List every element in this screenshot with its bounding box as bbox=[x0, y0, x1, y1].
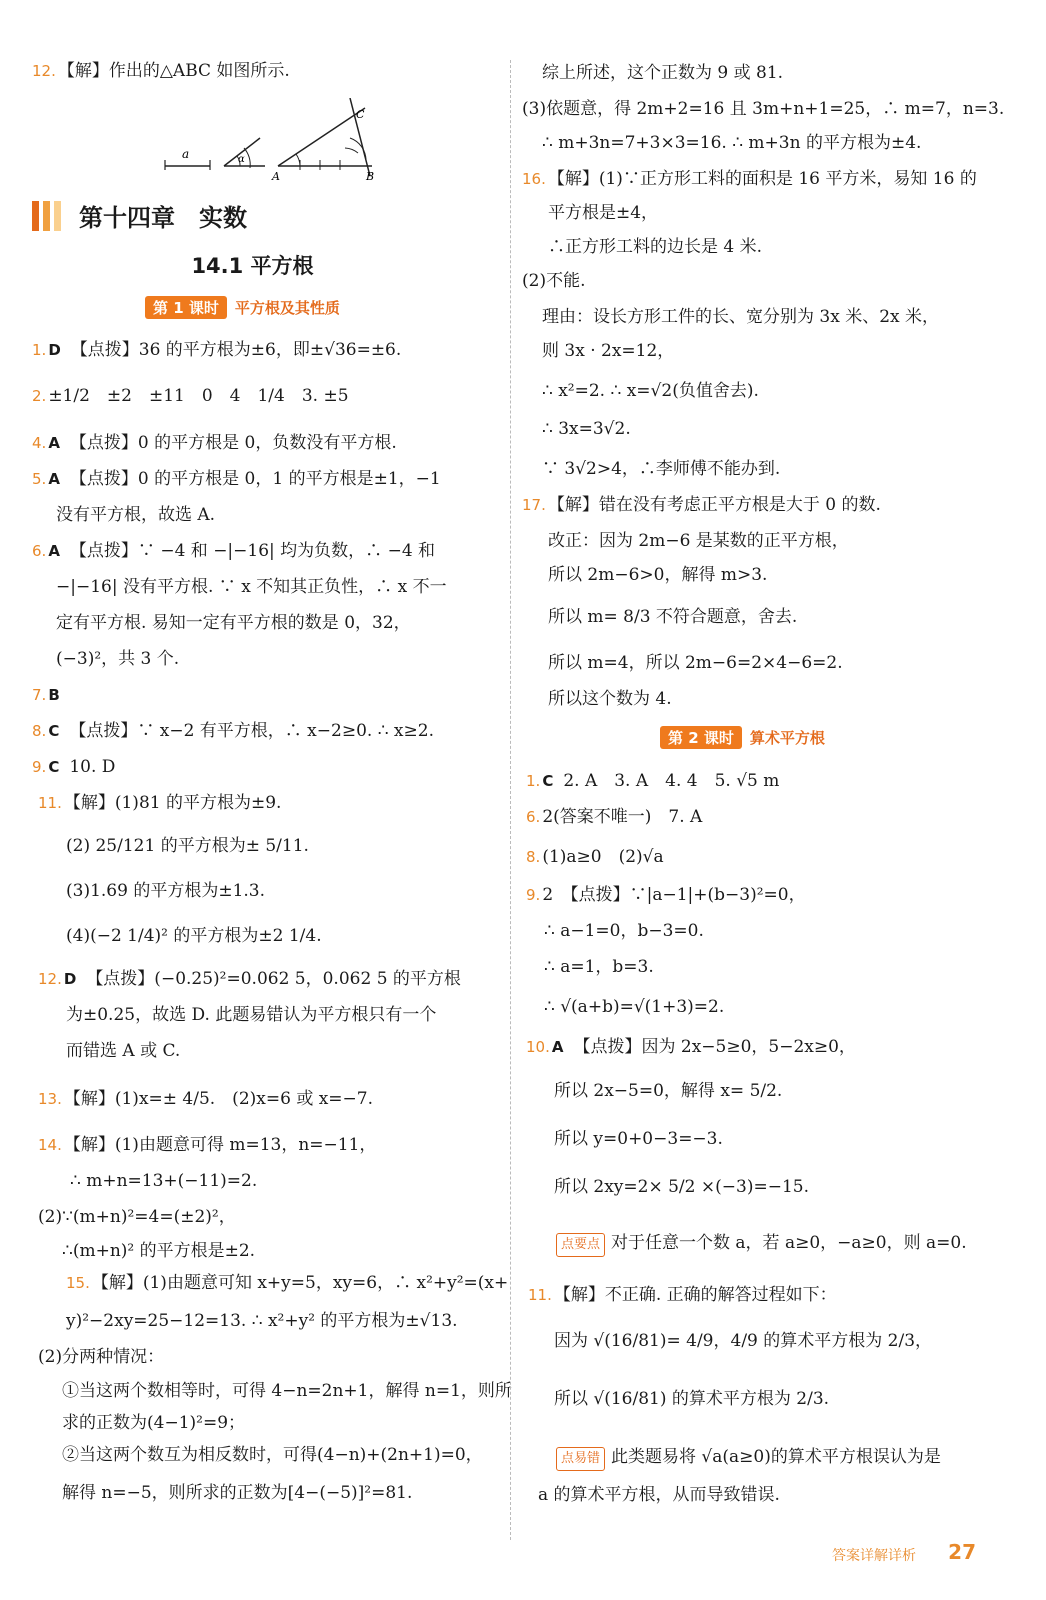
answer-line bbox=[526, 770, 779, 792]
answer-line bbox=[526, 1036, 856, 1058]
answer-text: 【解】错在没有考虑正平方根是大于 0 的数. bbox=[547, 495, 881, 515]
answer-choice: C bbox=[48, 758, 60, 776]
answer-line bbox=[526, 884, 806, 906]
question-number: 8. bbox=[526, 848, 541, 866]
answer-text: 【点拨】36 的平方根为±6，即±√36=±6. bbox=[70, 340, 402, 360]
answer-text: 【点拨】∵ −4 和 −|−16| 均为负数，∴ −4 和 bbox=[69, 541, 436, 561]
label-a: a bbox=[182, 147, 190, 161]
answer-line bbox=[554, 1388, 829, 1410]
label-alpha: α bbox=[238, 154, 245, 165]
answer-choice: A bbox=[48, 542, 60, 560]
answer-text: 所以 2x−5=0，解得 x= 5/2. bbox=[554, 1081, 783, 1101]
question-number: 7. bbox=[32, 686, 47, 704]
lesson2-header: 第 2 课时 算术平方根 bbox=[660, 726, 825, 749]
answer-choice: C bbox=[542, 772, 554, 790]
question-number: 9. bbox=[526, 886, 541, 904]
answer-text: 所以这个数为 4. bbox=[548, 689, 672, 709]
answer-line bbox=[526, 806, 702, 828]
answer-line bbox=[542, 132, 921, 154]
question-number: 12. bbox=[38, 970, 62, 988]
answer-text: 改正：因为 2m−6 是某数的正平方根， bbox=[548, 531, 849, 551]
answer-text: 而错选 A 或 C. bbox=[66, 1041, 181, 1061]
triangle-figure bbox=[160, 98, 390, 188]
answer-choice: C bbox=[48, 722, 60, 740]
answer-line bbox=[548, 606, 797, 628]
question-number: 2. bbox=[32, 387, 47, 405]
answer-text: 理由：设长方形工件的长、宽分别为 3x 米、2x 米， bbox=[542, 307, 940, 327]
answer-text: 2(答案不唯一) 7. A bbox=[542, 807, 703, 827]
note-tag: 点易错 bbox=[556, 1447, 605, 1471]
answer-text: 所以 √(16/81) 的算术平方根为 2/3. bbox=[554, 1389, 830, 1409]
answer-text: 因为 √(16/81)= 4/9，4/9 的算术平方根为 2/3， bbox=[554, 1331, 933, 1351]
answer-text: 所以 m= 8/3 不符合题意，舍去. bbox=[548, 607, 798, 627]
answer-line bbox=[62, 1444, 483, 1466]
answer-line bbox=[548, 564, 767, 586]
answer-line bbox=[548, 688, 672, 710]
answer-line bbox=[544, 996, 724, 1018]
answer-line bbox=[548, 530, 849, 552]
answer-line bbox=[38, 1134, 376, 1156]
answer-text: 【解】(1)由题意可知 x+y=5，xy=6，∴ x²+y²=(x+ bbox=[91, 1273, 509, 1293]
answer-line bbox=[522, 270, 585, 292]
question-number: 5. bbox=[32, 470, 47, 488]
line-l0: 12. 【解】作出的△ABC 如图所示. bbox=[32, 61, 290, 81]
note-tag: 点要点 bbox=[556, 1233, 605, 1257]
answer-text: ∴(m+n)² 的平方根是±2. bbox=[62, 1241, 256, 1261]
answer-text: 【解】(1)x=± 4/5. (2)x=6 或 x=−7. bbox=[63, 1089, 374, 1109]
answer-text: (3)1.69 的平方根为±1.3. bbox=[66, 881, 266, 901]
answer-line bbox=[556, 1446, 941, 1471]
answer-text: 此类题易将 √a(a≥0)的算术平方根误认为是 bbox=[611, 1447, 941, 1467]
answer-text: y)²−2xy=25−12=13. ∴ x²+y² 的平方根为±√13. bbox=[66, 1311, 458, 1331]
question-number: 17. bbox=[522, 496, 546, 514]
question-number: 4. bbox=[32, 434, 47, 452]
answer-text: 2. A 3. A 4. 4 5. √5 m bbox=[563, 771, 780, 791]
answer-text: (4)(−2 1/4)² 的平方根为±2 1/4. bbox=[66, 926, 322, 946]
question-number: 14. bbox=[38, 1136, 62, 1154]
answer-text: 【点拨】0 的平方根是 0，1 的平方根是±1，−1 bbox=[69, 469, 441, 489]
lesson1-header: 第 1 课时 平方根及其性质 bbox=[145, 296, 340, 319]
answer-text: (1)a≥0 (2)√a bbox=[542, 847, 664, 867]
answer-line bbox=[66, 1272, 508, 1294]
answer-line bbox=[548, 202, 658, 224]
answer-text: 【点拨】因为 2x−5≥0，5−2x≥0， bbox=[573, 1037, 856, 1057]
answer-text: (2)分两种情况： bbox=[38, 1347, 165, 1367]
answer-line bbox=[56, 612, 411, 634]
answer-line bbox=[38, 792, 281, 814]
answer-choice: D bbox=[63, 970, 77, 988]
answer-text: ∴ √(a+b)=√(1+3)=2. bbox=[544, 997, 725, 1017]
answer-line bbox=[66, 1004, 436, 1026]
chapter-heading: 第十四章 实数 bbox=[32, 198, 247, 237]
answer-text: ∴ a−1=0，b−3=0. bbox=[544, 921, 704, 941]
answer-choice: A bbox=[48, 470, 60, 488]
column-divider bbox=[510, 60, 511, 1540]
answer-text: 【点拨】∵ x−2 有平方根，∴ x−2≥0. ∴ x≥2. bbox=[69, 721, 434, 741]
answer-line bbox=[32, 756, 115, 778]
question-number: 11. bbox=[38, 794, 62, 812]
answer-line bbox=[548, 652, 843, 674]
answer-line bbox=[544, 920, 704, 942]
answer-line bbox=[542, 340, 674, 362]
answer-line bbox=[542, 418, 631, 440]
answer-text: 2 【点拨】∵|a−1|+(b−3)²=0， bbox=[542, 885, 806, 905]
question-number: 6. bbox=[526, 808, 541, 826]
answer-text: 解得 n=−5，则所求的正数为[4−(−5)]²=81. bbox=[62, 1483, 413, 1503]
answer-line bbox=[554, 1080, 782, 1102]
answer-text: 【解】(1)81 的平方根为±9. bbox=[63, 793, 282, 813]
answer-line bbox=[62, 1240, 255, 1262]
answer-line bbox=[542, 458, 780, 480]
answer-line bbox=[542, 380, 759, 402]
answer-line bbox=[62, 1482, 412, 1504]
answer-text: ∴ a=1，b=3. bbox=[544, 957, 654, 977]
answer-line bbox=[522, 494, 881, 516]
answer-text: 【解】(1)∵正方形工料的面积是 16 平方米，易知 16 的 bbox=[547, 169, 977, 189]
answer-text: 【解】不正确. 正确的解答过程如下： bbox=[553, 1285, 837, 1305]
answer-line bbox=[554, 1330, 932, 1352]
answer-text: ±1/2 ±2 ±11 0 4 1/4 3. ±5 bbox=[48, 386, 349, 406]
answer-line bbox=[32, 720, 434, 742]
answer-line bbox=[38, 968, 461, 990]
question-number: 8. bbox=[32, 722, 47, 740]
answer-text: 所以 2xy=2× 5/2 ×(−3)=−15. bbox=[554, 1177, 809, 1197]
question-number: 1. bbox=[32, 341, 47, 359]
answer-text: a 的算术平方根，从而导致错误. bbox=[538, 1485, 780, 1505]
answer-text: ①当这两个数相等时，可得 4−n=2n+1，解得 n=1，则所 bbox=[62, 1381, 512, 1401]
answer-choice: B bbox=[48, 686, 60, 704]
answer-text: −|−16| 没有平方根. ∵ x 不知其正负性，∴ x 不一 bbox=[56, 577, 447, 597]
answer-line bbox=[66, 880, 265, 902]
section-title: 14.1 平方根 bbox=[191, 254, 314, 278]
answer-text: 【点拨】(−0.25)²=0.062 5，0.062 5 的平方根 bbox=[86, 969, 461, 989]
answer-choice: A bbox=[48, 434, 60, 452]
answer-text: ∴ m+3n=7+3×3=16. ∴ m+3n 的平方根为±4. bbox=[542, 133, 922, 153]
answer-choice: D bbox=[48, 341, 61, 359]
answer-line bbox=[38, 1088, 373, 1110]
question-number: 13. bbox=[38, 1090, 62, 1108]
answer-line bbox=[66, 925, 322, 947]
answer-line bbox=[522, 98, 1004, 120]
answer-line bbox=[38, 1346, 164, 1368]
answer-text: (2) 25/121 的平方根为± 5/11. bbox=[66, 836, 309, 856]
answer-line bbox=[32, 385, 349, 407]
answer-line bbox=[544, 956, 654, 978]
footer-label: 答案详解详析 bbox=[832, 1548, 916, 1564]
answer-line bbox=[556, 1232, 967, 1257]
answer-line bbox=[70, 1170, 257, 1192]
answer-text: 则 3x · 2x=12， bbox=[542, 341, 675, 361]
answer-line bbox=[548, 236, 762, 258]
answer-text: 求的正数为(4−1)²=9； bbox=[62, 1413, 246, 1433]
answer-text: 所以 2m−6>0，解得 m>3. bbox=[548, 565, 768, 585]
answer-choice: A bbox=[551, 1038, 564, 1056]
answer-line bbox=[38, 1206, 236, 1228]
chapter-bars-icon bbox=[32, 201, 65, 237]
answer-line bbox=[538, 1484, 780, 1506]
answer-text: (2)∵(m+n)²=4=(±2)²， bbox=[38, 1207, 236, 1227]
question-number: 1. bbox=[526, 772, 541, 790]
answer-text: (2)不能. bbox=[522, 271, 586, 291]
answer-line bbox=[542, 62, 783, 84]
answer-line bbox=[62, 1412, 245, 1434]
question-number: 9. bbox=[32, 758, 47, 776]
answer-line bbox=[56, 648, 179, 670]
answer-line bbox=[56, 504, 215, 526]
question-number: 16. bbox=[522, 170, 546, 188]
answer-text: 【解】(1)由题意可得 m=13，n=−11， bbox=[63, 1135, 377, 1155]
answer-line bbox=[32, 339, 401, 361]
answer-text: 平方根是±4， bbox=[548, 203, 659, 223]
answer-text: ②当这两个数互为相反数时，可得(4−n)+(2n+1)=0， bbox=[62, 1445, 483, 1465]
answer-line bbox=[66, 1310, 458, 1332]
page-number: 27 bbox=[948, 1540, 976, 1564]
answer-line bbox=[522, 168, 977, 190]
answer-text: 10. D bbox=[69, 757, 116, 777]
label-C: C bbox=[356, 108, 365, 121]
answer-text: ∴ 3x=3√2. bbox=[542, 419, 631, 439]
answer-line bbox=[32, 540, 435, 562]
answer-text: ∴ x²=2. ∴ x=√2(负值舍去). bbox=[542, 381, 759, 401]
answer-text: 所以 m=4，所以 2m−6=2×4−6=2. bbox=[548, 653, 843, 673]
question-number: 15. bbox=[66, 1274, 90, 1292]
answer-text: 【点拨】0 的平方根是 0，负数没有平方根. bbox=[69, 433, 397, 453]
answer-text: ∵ 3√2>4，∴李师傅不能办到. bbox=[542, 459, 781, 479]
answer-line bbox=[32, 468, 441, 490]
answer-line bbox=[32, 684, 70, 706]
answer-text: (−3)²，共 3 个. bbox=[56, 649, 180, 669]
question-number: 10. bbox=[526, 1038, 550, 1056]
question-number: 11. bbox=[528, 1286, 552, 1304]
answer-line bbox=[62, 1380, 512, 1402]
question-number: 6. bbox=[32, 542, 47, 560]
answer-line bbox=[542, 306, 939, 328]
answer-line bbox=[66, 1040, 180, 1062]
label-A: A bbox=[272, 170, 280, 183]
answer-line bbox=[554, 1176, 809, 1198]
answer-text: 定有平方根. 易知一定有平方根的数是 0，32， bbox=[56, 613, 411, 633]
answer-text: ∴ m+n=13+(−11)=2. bbox=[70, 1171, 258, 1191]
label-B: B bbox=[366, 170, 375, 183]
answer-line bbox=[32, 432, 397, 454]
answer-text: 没有平方根，故选 A. bbox=[56, 505, 216, 525]
answer-text: 为±0.25，故选 D. 此题易错认为平方根只有一个 bbox=[66, 1005, 437, 1025]
answer-text: 对于任意一个数 a，若 a≥0，−a≥0，则 a=0. bbox=[611, 1233, 967, 1253]
answer-line bbox=[66, 835, 309, 857]
answer-text: 综上所述，这个正数为 9 或 81. bbox=[542, 63, 784, 83]
answer-line bbox=[528, 1284, 837, 1306]
answer-line bbox=[554, 1128, 723, 1150]
answer-text: (3)依题意，得 2m+2=16 且 3m+n+1=25，∴ m=7，n=3. bbox=[522, 99, 1005, 119]
answer-line bbox=[526, 846, 664, 868]
answer-text: 所以 y=0+0−3=−3. bbox=[554, 1129, 723, 1149]
answer-line bbox=[56, 576, 447, 598]
answer-text: ∴正方形工料的边长是 4 米. bbox=[548, 237, 763, 257]
